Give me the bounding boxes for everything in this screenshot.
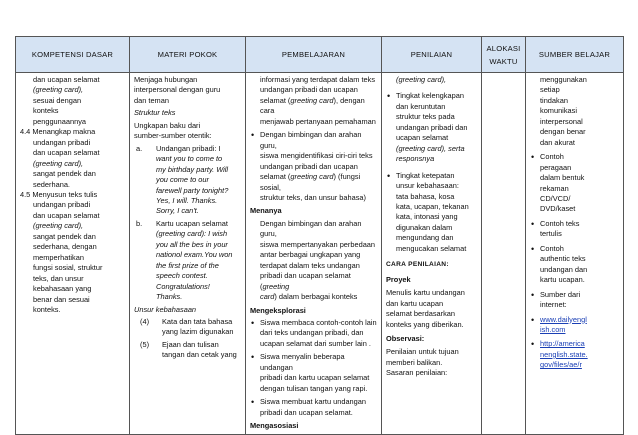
pembelajaran-intro (250, 75, 378, 127)
kd-text-line: penggunaannya (33, 116, 87, 126)
cell-alokasi-waktu (482, 73, 526, 435)
pembelajaran-bullet: • Siswa membuat kartu undangan pribadi dan ucapan selamat. (250, 397, 378, 418)
materi-text-line: farewell party tonight? (156, 185, 229, 195)
table-header-row (16, 37, 624, 73)
kd-text-line: (greeting card), (33, 221, 84, 231)
list-marker: (4) (140, 316, 150, 326)
materi-intro (134, 75, 242, 106)
penilaian-proyek-heading: Proyek (386, 274, 411, 284)
pembelajaran-mengasosiasi-heading: Mengasosiasi (250, 421, 299, 431)
kd-text-line: memperhatikan (33, 252, 84, 262)
header-materi-pokok: MATERI POKOK (130, 37, 246, 73)
kd-text-line: konteks (33, 106, 59, 116)
kd-4-5-title: 4.5 Menyusun teks tulis (20, 189, 98, 199)
materi-text-line: interpersonal dengan guru (134, 85, 221, 95)
kd-text-line: sangat pendek dan (33, 231, 96, 241)
materi-text-line: want you to come to (156, 154, 223, 164)
header-pembelajaran: PEMBELAJARAN (246, 37, 382, 73)
pembelajaran-mengeksplorasi-heading: Mengeksplorasi (250, 305, 306, 315)
materi-item-5 (134, 340, 242, 361)
kd-text-line: dan ucapan selamat (33, 148, 100, 158)
kd-text-line: teks, dan unsur (33, 273, 84, 283)
list-marker: b. (136, 218, 143, 228)
pembelajaran-bullet: • Siswa menyalin beberapa undangan pribadi dan kartu ucapan selamat dengan tulisan tangan yang rapi. (250, 352, 378, 394)
materi-text-line: speech contest. (156, 271, 208, 281)
penilaian-observasi-heading: Observasi: (386, 333, 425, 343)
kd-4-4-title: 4.4 Menangkap makna (20, 127, 96, 137)
kd-text-line: (greeting card), (33, 158, 84, 168)
cell-pembelajaran (246, 73, 382, 435)
sumber-link-dailyenglish[interactable]: • www.dailyengl ish.com (530, 315, 620, 336)
pembelajaran-text-line: undangan pribadi dan ucapan (260, 85, 358, 95)
sumber-bullet: • Contoh peragaan dalam bentuk rekaman CD/VCD/ DVD/kaset (530, 152, 620, 215)
header-penilaian: PENILAIAN (382, 37, 482, 73)
penilaian-observasi-text: Penilaian untuk tujuan memberi balikan. Sasaran penilaian: (386, 347, 459, 378)
kd-text-line: sederhana, dengan (33, 242, 97, 252)
sumber-bullet: • Contoh authentic teks undangan dan kartu ucapan. (530, 244, 620, 286)
cell-sumber-belajar (526, 73, 624, 435)
kd-text-line: dan ucapan selamat (33, 75, 100, 84)
header-alokasi-waktu: ALOKASI WAKTU (482, 37, 526, 73)
materi-text-line: my birthday party. Will (156, 164, 229, 174)
pembelajaran-bullet: • Siswa membaca contoh-contoh lain dari teks undangan pribadi, dan ucapan selamat dari sumber lain . (250, 318, 378, 349)
kd-text-line: sesuai dengan (33, 95, 82, 105)
sumber-intro: menggunakan setiap tindakan komunikasi interpersonal dengan benar dan akurat (540, 75, 587, 147)
penilaian-bullet: • Tingkat ketepatan unsur kebahasaan: tata bahasa, kosa kata, ucapan, tekanan kata, intonasi yang digunakan dalam mengundang dan mengucakan selamat (386, 171, 478, 255)
materi-text-line: Menjaga hubungan (134, 75, 198, 84)
cell-penilaian (382, 73, 482, 435)
kd-text-line: kebahasaan yang (33, 284, 92, 294)
sumber-bullet: • Contoh teks tertulis (530, 219, 620, 240)
kd-text-line: sederhana. (33, 179, 70, 189)
materi-text-line: dan teman (134, 95, 169, 105)
header-sumber-belajar: SUMBER BELAJAR (526, 37, 624, 73)
materi-text-line: the first prize of the (156, 260, 219, 270)
kd-text-line: konteks. (33, 304, 61, 314)
kd-text-line: benar dan sesuai (33, 294, 90, 304)
kd-text-line: fungsi sosial, struktur (33, 263, 103, 273)
list-marker: (5) (140, 339, 150, 349)
kd-text-line: undangan pribadi (33, 200, 91, 210)
materi-text-line: (greeting card): I wish (156, 229, 228, 239)
pembelajaran-text-line: informasi yang terdapat dalam teks (260, 75, 376, 84)
materi-text-line: sumber-sumber otentik: (134, 131, 212, 141)
materi-text-line: you come to our (156, 175, 209, 185)
pembelajaran-bullet: • Dengan bimbingan dan arahan guru, siswa mengidentifikasi ciri-ciri teks undangan pribadi dan ucapan selamat (greeting card) (fungsi sosial, struktur teks, dan unsur bahasa) (250, 130, 378, 203)
pembelajaran-menanya-text: Dengan bimbingan dan arahan guru, siswa mempertanyakan perbedaan antar berbagai ungkapan yang terdapat dalam teks undangan pribadi dan ucapan selamat (greeting card) dalam berbagai konteks (260, 218, 376, 302)
materi-text-line: Thanks. (156, 292, 183, 302)
kd-text-line: dan ucapan selamat (33, 210, 100, 220)
cell-materi-pokok (130, 73, 246, 435)
penilaian-bullet: • Tingkat kelengkapan dan keruntutan struktur teks pada undangan pribadi dan ucapan selamat (greeting card), serta responsnya (386, 91, 478, 164)
materi-item-4 (134, 317, 242, 338)
header-kompetensi-dasar: KOMPETENSI DASAR (16, 37, 130, 73)
list-marker: a. (136, 143, 143, 153)
materi-text-line: Yes, I will. Thanks. (156, 195, 218, 205)
kd-text-line: sangat pendek dan (33, 169, 96, 179)
materi-unsur-kebahasaan: Unsur kebahasaan (134, 304, 197, 314)
materi-ungkapan (134, 121, 242, 142)
materi-text-line: tangan dan cetak yang (162, 350, 237, 360)
materi-text-line: you all the bes in your (156, 239, 228, 249)
pembelajaran-text-line: selamat (greeting card), dengan cara (260, 95, 365, 116)
materi-item-a (134, 144, 242, 217)
sumber-bullet: • Sumber dari internet: (530, 290, 620, 311)
penilaian-proyek-text: Menulis kartu undangan dan kartu ucapan selamat berdasarkan konteks yang diberikan. (386, 288, 465, 329)
materi-text-line: nationol exam.You won (156, 250, 233, 260)
materi-text-line: Sorry, I can't. (156, 206, 199, 216)
syllabus-table (15, 36, 624, 435)
materi-text-line: Undangan pribadi: I (156, 143, 221, 153)
materi-text-line: Congratulations! (156, 281, 210, 291)
penilaian-cara-heading: CARA PENILAIAN: (386, 261, 449, 269)
materi-text-line: Ungkapan baku dari (134, 120, 201, 130)
pembelajaran-menanya-heading: Menanya (250, 206, 282, 216)
penilaian-greeting-card: (greeting card), (396, 75, 447, 84)
materi-text-line: Kata dan tata bahasa (162, 316, 233, 326)
kd-text-line: undangan pribadi (33, 137, 91, 147)
materi-text-line: Ejaan dan tulisan (162, 339, 219, 349)
cell-kompetensi-dasar (16, 73, 130, 435)
table-row (16, 73, 624, 435)
materi-text-line: yang lazim digunakan (162, 327, 234, 337)
materi-item-b (134, 219, 242, 303)
materi-text-line: Kartu ucapan selamat (156, 218, 228, 228)
pembelajaran-text-line: menjawab pertanyaan pemahaman (260, 116, 376, 126)
kd-text-line: (greeting card), (33, 85, 84, 95)
materi-struktur-teks: Struktur teks (134, 108, 176, 118)
sumber-link-americanenglish[interactable]: • http://america nenglish.state. gov/files/ae/r (530, 339, 620, 370)
